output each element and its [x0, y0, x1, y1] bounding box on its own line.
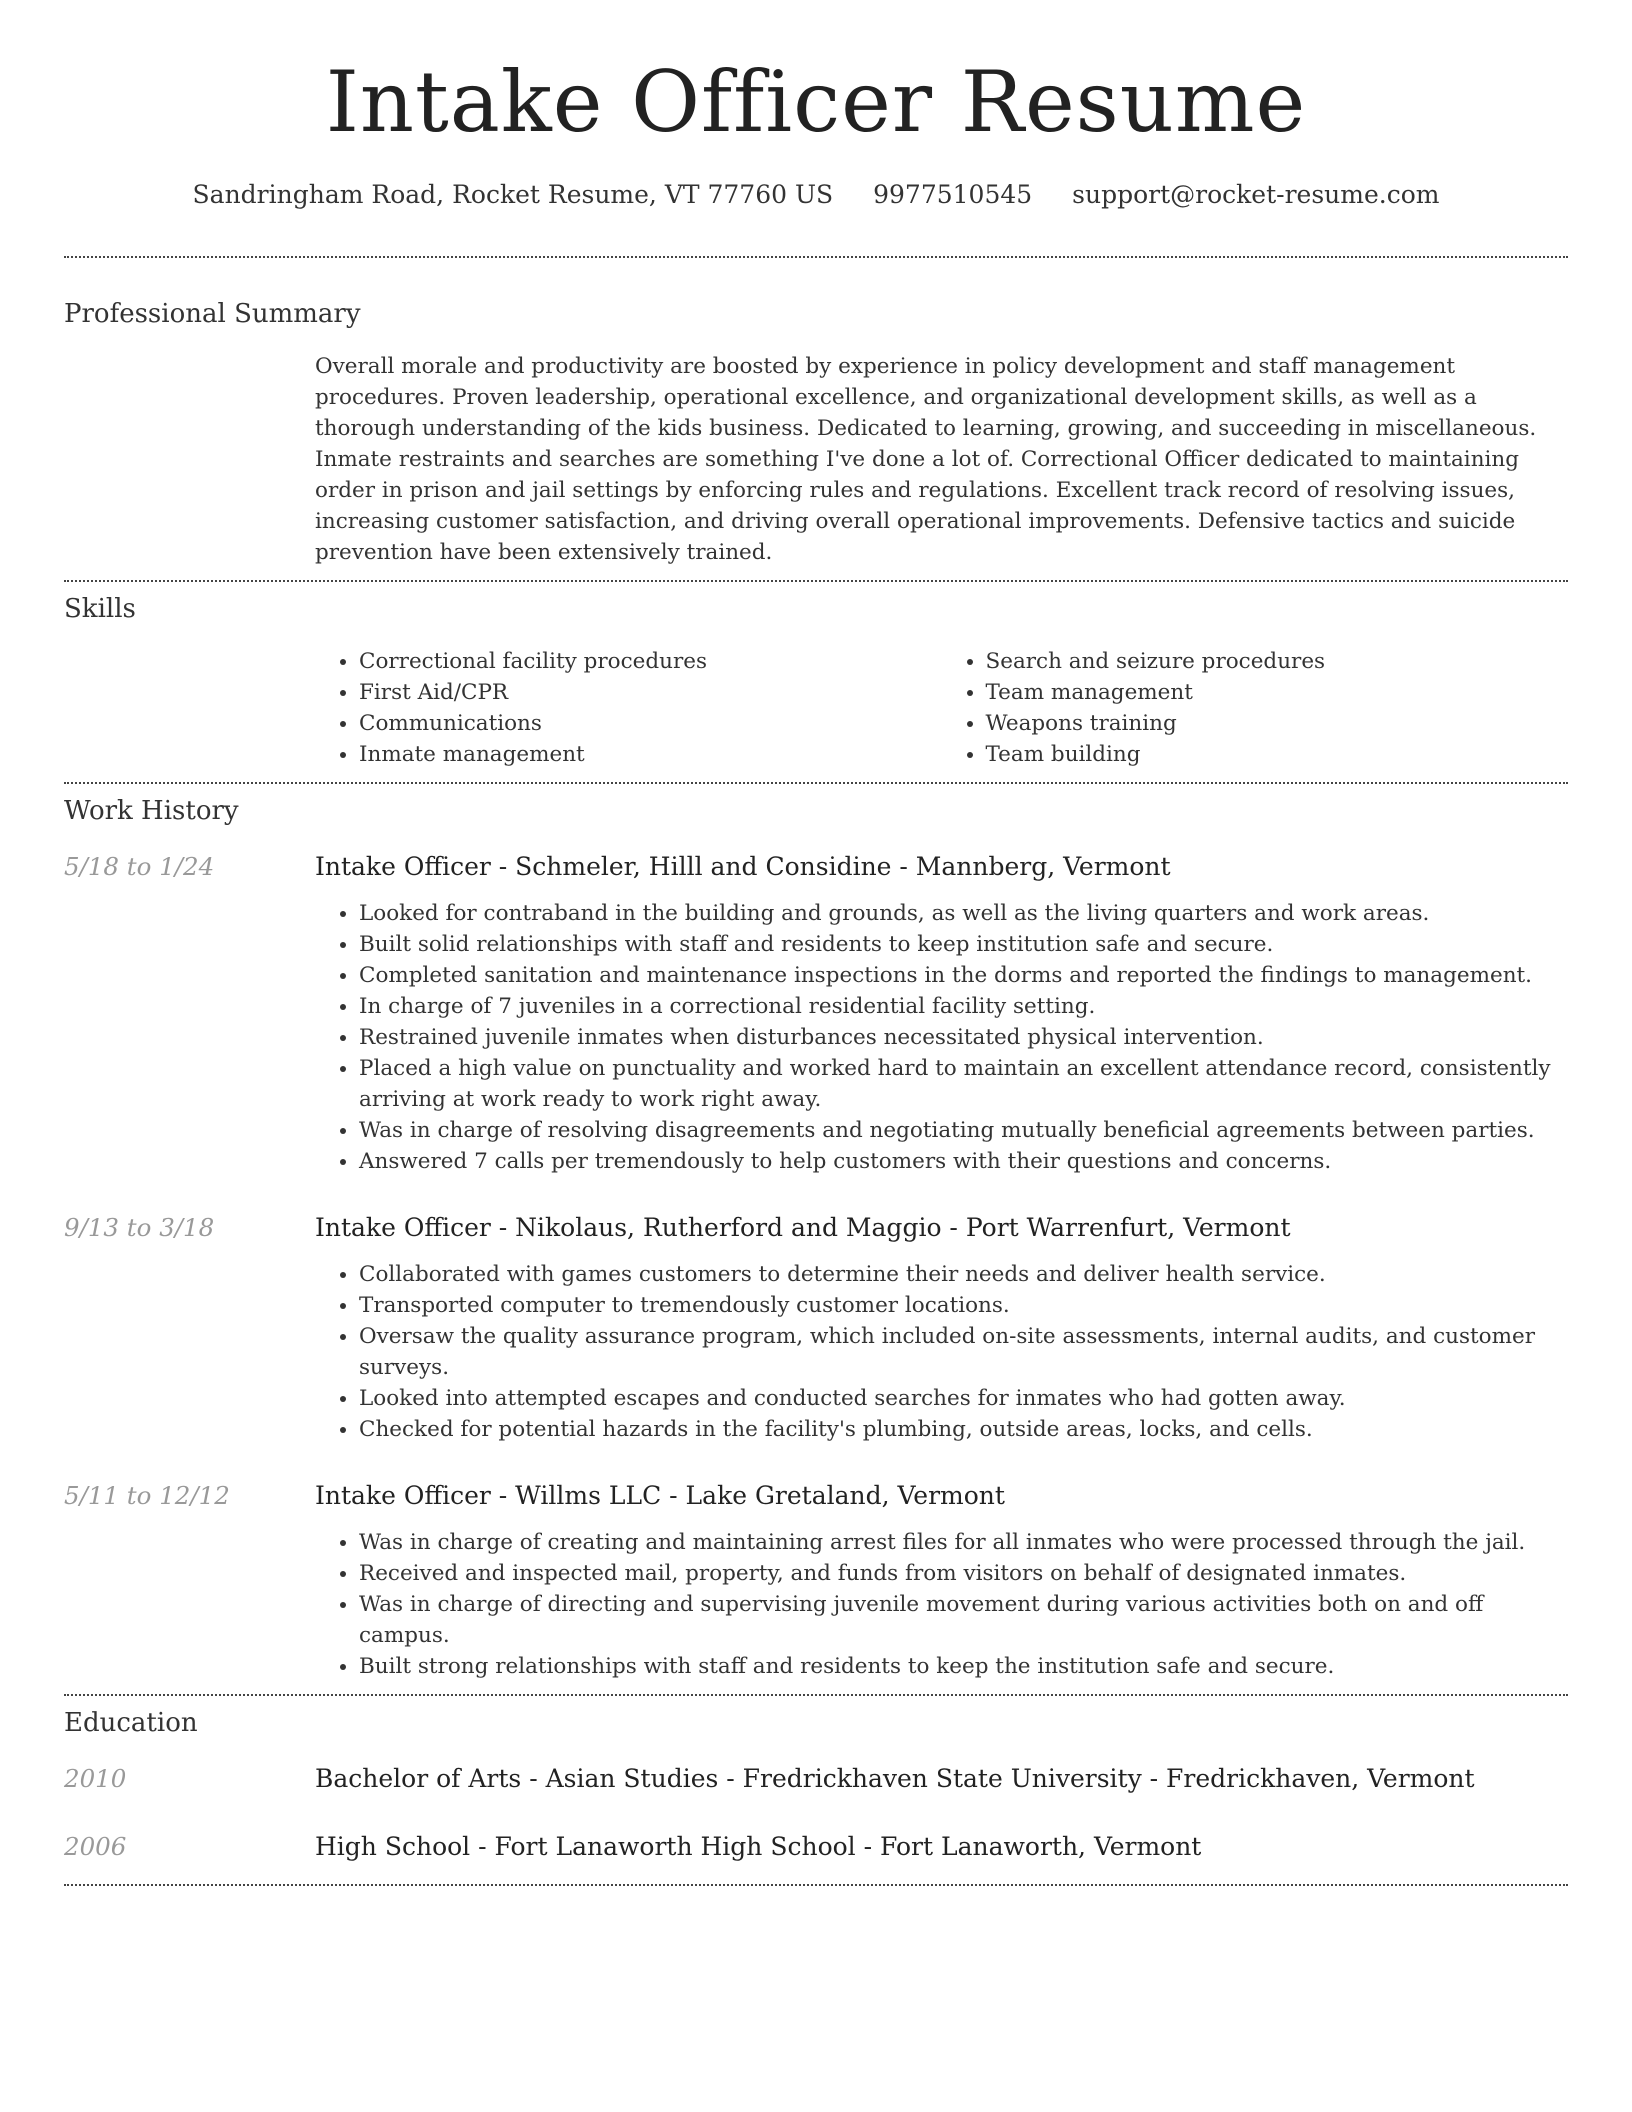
education-title: Bachelor of Arts - Asian Studies - Fredrickhaven State University - Fredrickhaven, Vermont [315, 1764, 1475, 1793]
job-bullet: • Transported computer to tremendously customer locations. [359, 1290, 1568, 1321]
contact-email: support@rocket-resume.com [1072, 180, 1440, 209]
job-bullets [315, 898, 1568, 1177]
contact-phone: 9977510545 [873, 180, 1033, 209]
education-date: 2006 [64, 1832, 127, 1861]
job-title: Intake Officer - Willms LLC - Lake Gretaland, Vermont [315, 1481, 1005, 1510]
skill-item: • Communications [359, 708, 942, 739]
work-section [64, 784, 1568, 1682]
job-title: Intake Officer - Nikolaus, Rutherford and Maggio - Port Warrenfurt, Vermont [315, 1213, 1291, 1242]
skill-item: • Inmate management [359, 739, 942, 770]
divider [64, 1884, 1568, 1886]
skills-list-left [315, 646, 942, 770]
summary-section [64, 258, 1568, 568]
summary-heading: Professional Summary [64, 299, 361, 329]
education-date: 2010 [64, 1764, 127, 1793]
job-bullet: • Restrained juvenile inmates when disturbances necessitated physical intervention. [359, 1022, 1568, 1053]
work-heading: Work History [64, 796, 239, 826]
job-bullet: • Was in charge of resolving disagreements and negotiating mutually beneficial agreements between parties. [359, 1115, 1568, 1146]
job-bullet: • Placed a high value on punctuality and worked hard to maintain an excellent attendance record, consistently arriving at work ready to work right away. [359, 1053, 1568, 1115]
skill-item: • Team management [986, 677, 1569, 708]
job-bullet: • In charge of 7 juveniles in a correctional residential facility setting. [359, 991, 1568, 1022]
job-bullet: • Checked for potential hazards in the facility's plumbing, outside areas, locks, and cells. [359, 1414, 1568, 1445]
contact-address: Sandringham Road, Rocket Resume, VT 77760 US [192, 180, 834, 209]
job-bullet: • Was in charge of creating and maintaining arrest files for all inmates who were processed through the jail. [359, 1527, 1568, 1558]
skills-section [64, 582, 1568, 770]
job-bullets [315, 1527, 1568, 1682]
education-section [64, 1696, 1568, 1864]
education-entry [64, 1830, 1568, 1864]
job-bullet: • Was in charge of directing and supervising juvenile movement during various activities both on and off campus. [359, 1589, 1568, 1651]
job-bullet: • Collaborated with games customers to determine their needs and deliver health service. [359, 1259, 1568, 1290]
resume-title: Intake Officer Resume [325, 53, 1307, 151]
job-bullet: • Answered 7 calls per tremendously to help customers with their questions and concerns. [359, 1146, 1568, 1177]
job-bullet: • Looked into attempted escapes and conducted searches for inmates who had gotten away. [359, 1383, 1568, 1414]
education-entry [64, 1762, 1568, 1796]
job-entry [64, 1479, 1568, 1682]
job-entry [64, 850, 1568, 1177]
skill-item: • Weapons training [986, 708, 1569, 739]
education-title: High School - Fort Lanaworth High School - Fort Lanaworth, Vermont [315, 1832, 1202, 1861]
contact-line [64, 178, 1568, 212]
education-heading: Education [64, 1708, 198, 1738]
job-bullet: • Oversaw the quality assurance program, which included on-site assessments, internal audits, and customer surveys. [359, 1321, 1568, 1383]
job-bullet: • Built strong relationships with staff and residents to keep the institution safe and secure. [359, 1651, 1568, 1682]
job-title: Intake Officer - Schmeler, Hilll and Considine - Mannberg, Vermont [315, 852, 1171, 881]
job-date: 9/13 to 3/18 [64, 1213, 215, 1242]
skill-item: • Correctional facility procedures [359, 646, 942, 677]
skills-heading: Skills [64, 594, 136, 624]
job-bullet: • Built solid relationships with staff and residents to keep institution safe and secure. [359, 929, 1568, 960]
job-date: 5/18 to 1/24 [64, 852, 215, 881]
job-bullet: • Completed sanitation and maintenance inspections in the dorms and reported the findings to management. [359, 960, 1568, 991]
job-entry [64, 1211, 1568, 1445]
skill-item: • First Aid/CPR [359, 677, 942, 708]
skill-item: • Search and seizure procedures [986, 646, 1569, 677]
job-date: 5/11 to 12/12 [64, 1481, 230, 1510]
job-bullet: • Received and inspected mail, property, and funds from visitors on behalf of designated inmates. [359, 1558, 1568, 1589]
job-bullet: • Looked for contraband in the building and grounds, as well as the living quarters and work areas. [359, 898, 1568, 929]
summary-text: Overall morale and productivity are boosted by experience in policy development and staff management procedures. Proven leadership, operational excellence, and organizational development skills, as well as a thorough understanding of the kids business. Dedicated to learning, growing, and succeeding in miscellaneous. Inmate restraints and searches are something I've done a lot of. Correctional Officer dedicated to maintaining order in prison and jail settings by enforcing rules and regulations. Excellent track record of resolving issues, increasing customer satisfaction, and driving overall operational improvements. Defensive tactics and suicide prevention have been extensively trained. [315, 354, 1537, 565]
skill-item: • Team building [986, 739, 1569, 770]
job-bullets [315, 1259, 1568, 1445]
skills-list-right [942, 646, 1569, 770]
